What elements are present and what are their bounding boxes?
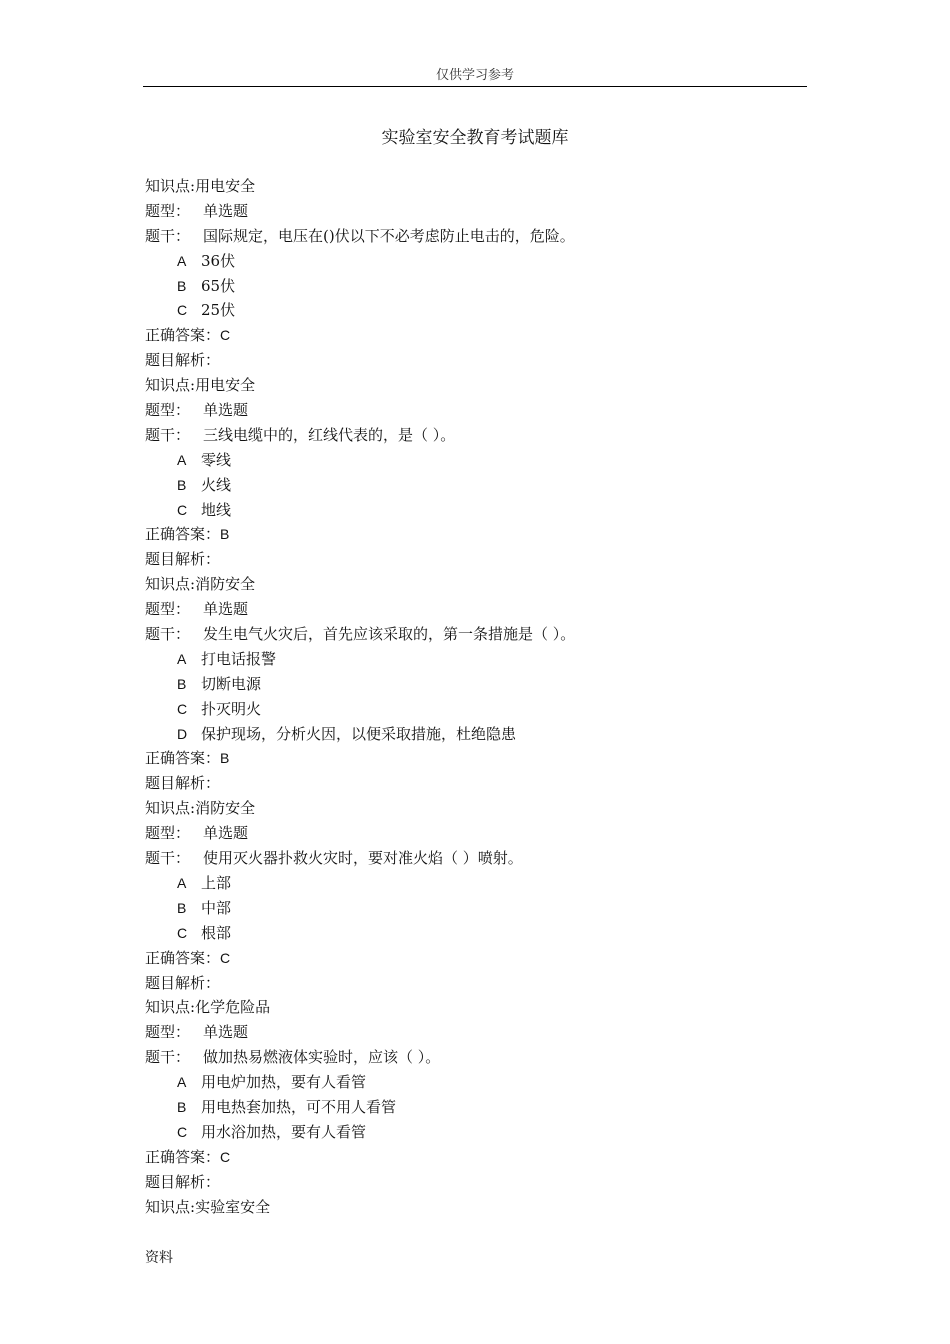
type-line: [145, 821, 805, 846]
option-letter: D: [177, 725, 188, 742]
option-text: 保护现场，分析火因，以便采取措施，杜绝隐患: [201, 724, 517, 743]
stem-line: [145, 622, 805, 647]
stem-label: 题干：: [145, 849, 191, 868]
analysis-line: [145, 771, 805, 796]
option-letter: B: [177, 277, 187, 294]
answer-label: 正确答案：: [145, 1147, 221, 1166]
option-letter: B: [177, 1098, 187, 1115]
option-letter: A: [177, 252, 187, 269]
option-letter: A: [177, 874, 187, 891]
analysis-label: 题目解析：: [145, 973, 221, 992]
answer-value: B: [220, 526, 230, 543]
option-text: 36伏: [201, 251, 236, 270]
answer-line: [145, 746, 805, 771]
knowledge-line: [145, 995, 805, 1020]
answer-label: 正确答案：: [145, 948, 221, 967]
answer-label: 正确答案：: [145, 326, 221, 345]
stem-line: [145, 423, 805, 448]
knowledge-value: 消防安全: [195, 799, 256, 818]
option-text: 地线: [201, 500, 232, 519]
option-item: [145, 298, 805, 323]
option-text: 切断电源: [201, 674, 262, 693]
analysis-label: 题目解析：: [145, 550, 221, 569]
page-header: 仅供学习参考: [435, 68, 514, 83]
option-text: 用电炉加热，要有人看管: [201, 1073, 367, 1092]
option-letter: B: [177, 675, 187, 692]
option-letter: A: [177, 451, 187, 468]
question-block: [145, 796, 805, 995]
stem-text: 使用灭火器扑救火灾时，要对准火焰（ ）喷射。: [203, 849, 523, 868]
type-label: 题型：: [145, 201, 191, 220]
option-text: 用水浴加热，要有人看管: [201, 1122, 367, 1141]
type-value: 单选题: [203, 824, 249, 843]
analysis-line: [145, 1170, 805, 1195]
knowledge-label: 知识点:: [145, 1197, 196, 1216]
stem-label: 题干：: [145, 226, 191, 245]
type-line: [145, 398, 805, 423]
question-list: [145, 174, 805, 1219]
option-letter: B: [177, 476, 187, 493]
option-item: [145, 672, 805, 697]
option-letter: C: [177, 1123, 188, 1140]
header-divider: [143, 86, 807, 87]
option-item: [145, 498, 805, 523]
analysis-label: 题目解析：: [145, 351, 221, 370]
option-item: [145, 896, 805, 921]
option-item: [145, 871, 805, 896]
stem-text: 三线电缆中的，红线代表的，是（ ）。: [203, 425, 456, 444]
option-item: [145, 1095, 805, 1120]
page-footer: 资料: [145, 1250, 173, 1266]
type-label: 题型：: [145, 1023, 191, 1042]
answer-line: [145, 323, 805, 348]
stem-text: 做加热易燃液体实验时，应该（ ）。: [203, 1048, 441, 1067]
option-letter: A: [177, 650, 187, 667]
type-line: [145, 597, 805, 622]
knowledge-line: [145, 1195, 805, 1220]
type-label: 题型：: [145, 401, 191, 420]
option-text: 根部: [201, 923, 232, 942]
option-item: [145, 722, 805, 747]
analysis-label: 题目解析：: [145, 774, 221, 793]
knowledge-value: 用电安全: [195, 376, 256, 395]
answer-label: 正确答案：: [145, 749, 221, 768]
question-block: [145, 373, 805, 572]
option-item: [145, 274, 805, 299]
option-text: 25伏: [201, 301, 236, 320]
option-text: 零线: [201, 450, 232, 469]
knowledge-line: [145, 174, 805, 199]
knowledge-line: [145, 572, 805, 597]
stem-label: 题干：: [145, 425, 191, 444]
option-text: 65伏: [201, 276, 236, 295]
answer-line: [145, 946, 805, 971]
knowledge-label: 知识点:: [145, 376, 196, 395]
type-line: [145, 199, 805, 224]
option-text: 上部: [201, 873, 232, 892]
option-item: [145, 921, 805, 946]
answer-value: B: [220, 750, 230, 767]
knowledge-label: 知识点:: [145, 177, 196, 195]
option-item: [145, 448, 805, 473]
answer-line: [145, 522, 805, 547]
option-letter: B: [177, 899, 187, 916]
option-item: [145, 647, 805, 672]
knowledge-label: 知识点:: [145, 575, 196, 594]
knowledge-line: [145, 373, 805, 398]
analysis-line: [145, 971, 805, 996]
option-item: [145, 473, 805, 498]
option-letter: C: [177, 700, 188, 717]
stem-label: 题干：: [145, 1048, 191, 1067]
analysis-line: [145, 547, 805, 572]
option-text: 中部: [201, 898, 232, 917]
knowledge-label: 知识点:: [145, 998, 196, 1017]
type-label: 题型：: [145, 824, 191, 843]
question-block: [145, 572, 805, 796]
answer-value: C: [220, 327, 231, 344]
option-item: [145, 1120, 805, 1145]
knowledge-label: 知识点:: [145, 799, 196, 818]
knowledge-value: 化学危险品: [195, 998, 271, 1017]
option-text: 扑灭明火: [201, 699, 262, 718]
option-text: 用电热套加热，可不用人看管: [201, 1097, 397, 1116]
option-text: 火线: [201, 475, 232, 494]
option-item: [145, 249, 805, 274]
type-value: 单选题: [203, 201, 249, 220]
option-letter: C: [177, 302, 188, 319]
option-letter: A: [177, 1074, 187, 1091]
option-letter: C: [177, 924, 188, 941]
knowledge-value: 消防安全: [195, 575, 256, 594]
option-item: [145, 697, 805, 722]
option-letter: C: [177, 501, 188, 518]
type-label: 题型：: [145, 600, 191, 619]
knowledge-value: 实验室安全: [195, 1197, 271, 1216]
knowledge-line: [145, 796, 805, 821]
stem-line: [145, 1045, 805, 1070]
stem-text: 发生电气火灾后，首先应该采取的，第一条措施是（ ）。: [203, 625, 576, 644]
answer-value: C: [220, 1148, 231, 1165]
type-value: 单选题: [203, 600, 249, 619]
analysis-label: 题目解析：: [145, 1172, 221, 1191]
type-value: 单选题: [203, 401, 249, 420]
stem-line: [145, 846, 805, 871]
analysis-line: [145, 348, 805, 373]
answer-value: C: [220, 949, 231, 966]
option-item: [145, 1070, 805, 1095]
type-line: [145, 1020, 805, 1045]
question-block: [145, 174, 805, 373]
option-text: 打电话报警: [201, 649, 277, 668]
answer-label: 正确答案：: [145, 525, 221, 544]
stem-line: [145, 224, 805, 249]
stem-label: 题干：: [145, 625, 191, 644]
knowledge-value: 用电安全: [195, 177, 256, 195]
stem-text: 国际规定，电压在()伏以下不必考虑防止电击的，危险。: [203, 226, 575, 245]
document-title: 实验室安全教育考试题库: [381, 128, 569, 148]
type-value: 单选题: [203, 1023, 249, 1042]
question-block: [145, 995, 805, 1194]
answer-line: [145, 1145, 805, 1170]
